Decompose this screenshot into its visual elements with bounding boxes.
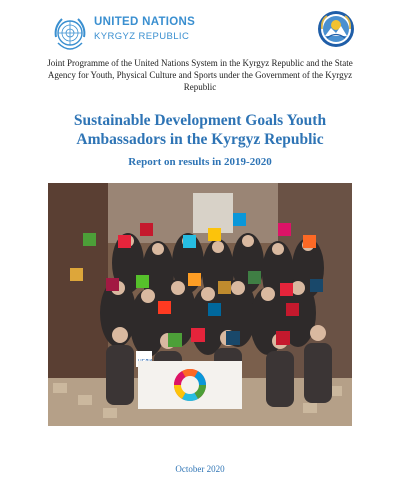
org-name (94, 15, 195, 43)
un-emblem-icon (50, 13, 90, 53)
joint-programme-text: Joint Programme of the United Nations System in the Kyrgyz Republic and the State Agency for Youth, Physical Culture and Sports under the Government of the Kyrgyz Republic (47, 58, 353, 93)
report-date: October 2020 (175, 464, 225, 474)
org-name-line2: KYRGYZ REPUBLIC (94, 31, 190, 42)
report-subtitle: Report on results in 2019-2020 (128, 156, 272, 168)
report-title: Sustainable Development Goals Youth Ambassadors in the Kyrgyz Republic (73, 112, 327, 148)
group-photo (48, 183, 352, 426)
org-name-line1: UNITED NATIONS (94, 16, 196, 28)
kyrgyz-state-emblem-icon (317, 10, 355, 48)
